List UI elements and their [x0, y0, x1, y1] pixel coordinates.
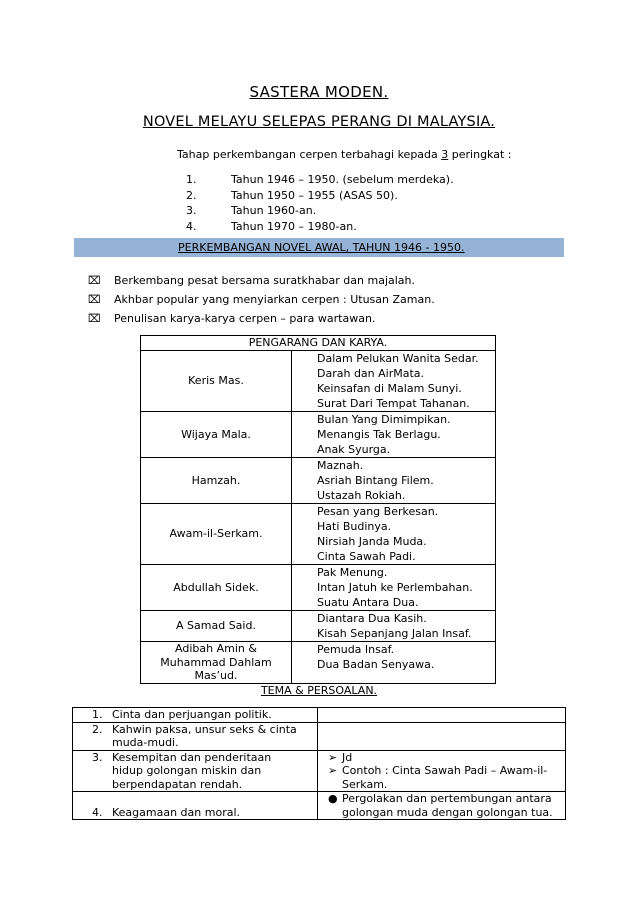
- author-cell: Hamzah.: [141, 458, 292, 504]
- tema-title: TEMA & PERSOALAN.: [260, 684, 378, 697]
- tema-left-cell: 3. Kesempitan dan penderitaan hidup golongan miskin dan berpendapatan rendah.: [73, 750, 318, 792]
- works-cell: Pemuda Insaf. Dua Badan Senyawa.: [292, 642, 496, 684]
- periods-list: [186, 172, 454, 234]
- tema-right-cell: ➢ Jd ➢ Contoh : Cinta Sawah Padi – Awam-il- Serkam.: [318, 750, 566, 792]
- author-cell: Abdullah Sidek.: [141, 565, 292, 611]
- boxed-x-bullet-icon: ⌧: [88, 312, 101, 325]
- intro-before: Tahap perkembangan cerpen terbahagi kepada: [177, 148, 442, 161]
- table-row: [141, 565, 496, 611]
- page-subtitle: NOVEL MELAYU SELEPAS PERANG DI MALAYSIA.: [142, 114, 496, 130]
- tema-right-cell: [318, 708, 566, 723]
- table-header: PENGARANG DAN KARYA.: [141, 336, 496, 351]
- tema-right-cell: ● Pergolakan dan pertembungan antara golongan muda dengan golongan tua.: [318, 792, 566, 820]
- works-cell: Pak Menung. Intan Jatuh ke Perlembahan. Suatu Antara Dua.: [292, 565, 496, 611]
- table-row: [141, 351, 496, 412]
- table-row: [73, 750, 566, 792]
- works-cell: Bulan Yang Dimimpikan. Menangis Tak Berlagu. Anak Syurga.: [292, 412, 496, 458]
- list-item: 4. Tahun 1970 – 1980-an.: [186, 219, 357, 233]
- intro-count: 3: [441, 148, 449, 161]
- table-row: [141, 504, 496, 565]
- list-item: 3. Tahun 1960-an.: [186, 204, 317, 217]
- boxed-x-bullet-icon: ⌧: [88, 293, 101, 306]
- authors-table: [140, 335, 496, 684]
- table-row: [73, 722, 566, 750]
- tema-right-cell: [318, 722, 566, 750]
- table-row: [141, 458, 496, 504]
- works-cell: Maznah. Asriah Bintang Filem. Ustazah Rokiah.: [292, 458, 496, 504]
- intro-after: peringkat :: [448, 148, 512, 161]
- table-row: [141, 412, 496, 458]
- table-row: [73, 708, 566, 723]
- page-title: SASTERA MODEN.: [249, 83, 389, 101]
- author-cell: Keris Mas.: [141, 351, 292, 412]
- works-cell: Pesan yang Berkesan. Hati Budinya. Nirsiah Janda Muda. Cinta Sawah Padi.: [292, 504, 496, 565]
- boxed-x-bullet-icon: ⌧: [88, 274, 101, 287]
- intro-text: [177, 148, 512, 161]
- list-item: ⌧ Penulisan karya-karya cerpen – para wartawan.: [88, 309, 435, 328]
- author-cell: Wijaya Mala.: [141, 412, 292, 458]
- table-row: [141, 642, 496, 684]
- tema-left-cell: 1. Cinta dan perjuangan politik.: [73, 708, 318, 723]
- table-header-row: [141, 336, 496, 351]
- author-cell: A Samad Said.: [141, 611, 292, 642]
- works-cell: Dalam Pelukan Wanita Sedar. Darah dan AirMata. Keinsafan di Malam Sunyi. Surat Dari Tempat Tahanan.: [292, 351, 496, 412]
- author-cell: Awam-il-Serkam.: [141, 504, 292, 565]
- list-item: ⌧ Akhbar popular yang menyiarkan cerpen : Utusan Zaman.: [88, 290, 435, 309]
- bullet-list: [88, 271, 435, 328]
- dot-bullet-icon: ●: [328, 792, 338, 805]
- list-item: 2. Tahun 1950 – 1955 (ASAS 50).: [186, 188, 398, 202]
- section-banner: [74, 238, 564, 257]
- table-row: [141, 611, 496, 642]
- table-row: [73, 792, 566, 820]
- list-item: 1. Tahun 1946 – 1950. (sebelum merdeka).: [186, 173, 454, 186]
- author-cell: Adibah Amin & Muhammad Dahlam Mas’ud.: [141, 642, 292, 684]
- section-banner-text: PERKEMBANGAN NOVEL AWAL, TAHUN 1946 - 1950.: [178, 241, 465, 254]
- tema-left-cell: 2. Kahwin paksa, unsur seks & cinta muda-mudi.: [73, 722, 318, 750]
- works-cell: Diantara Dua Kasih. Kisah Sepanjang Jalan Insaf.: [292, 611, 496, 642]
- arrow-bullet-icon: ➢: [328, 764, 338, 777]
- arrow-bullet-icon: ➢: [328, 750, 338, 764]
- list-item: ⌧ Berkembang pesat bersama suratkhabar dan majalah.: [88, 271, 435, 290]
- tema-table: [72, 707, 566, 820]
- tema-left-cell: 4. Keagamaan dan moral.: [73, 792, 318, 820]
